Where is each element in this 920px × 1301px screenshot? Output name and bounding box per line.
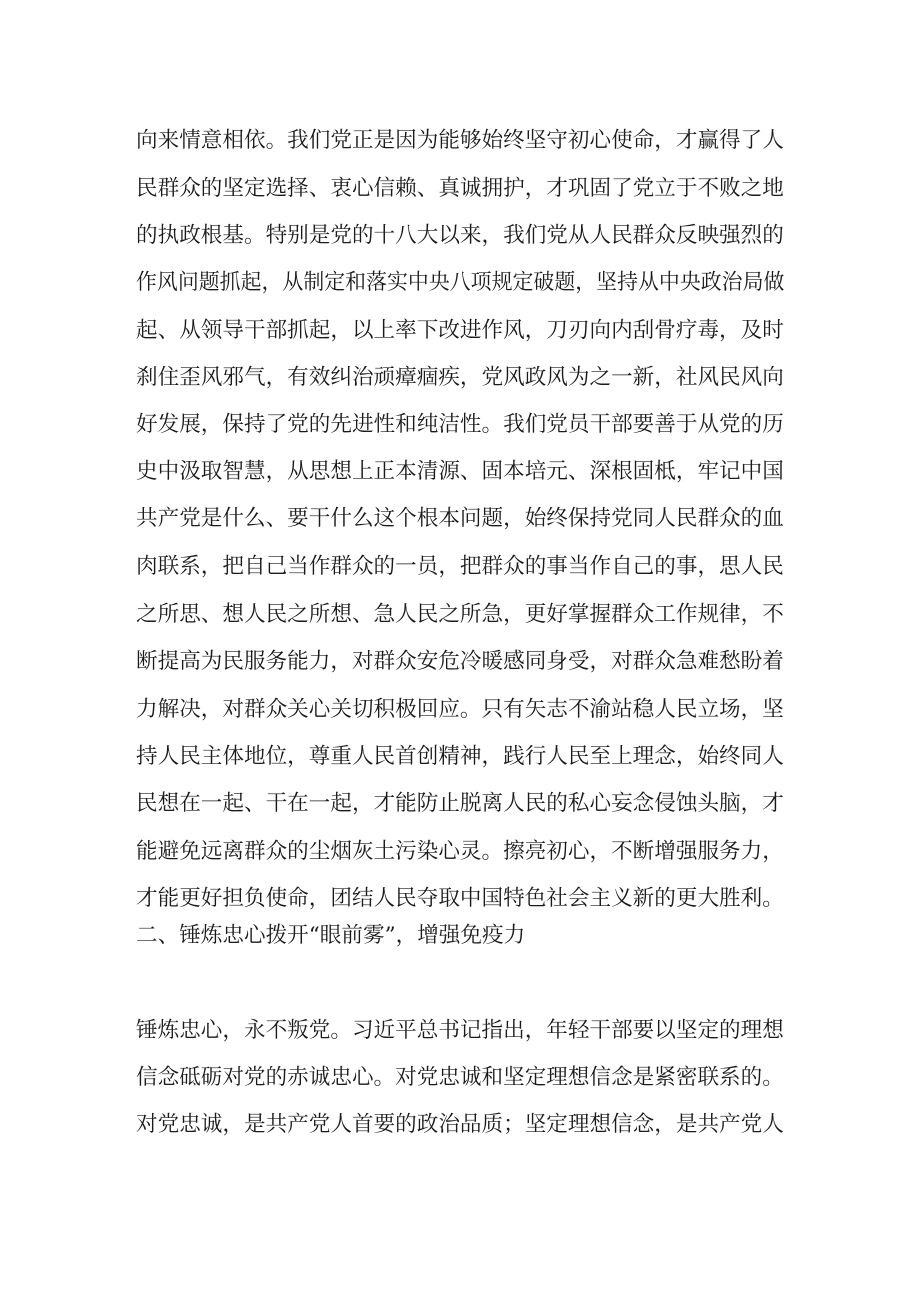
body-text-line: 向来情意相依。我们党正是因为能够始终坚守初心使命，才赢得了人 xyxy=(136,128,784,153)
body-text-line: 起、从领导干部抓起，以上率下改进作风，刀刃向内刮骨疗毒，及时 xyxy=(136,318,784,343)
body-text-line: 史中汲取智慧，从思想上正本清源、固本培元、深根固柢，牢记中国 xyxy=(136,459,784,484)
body-text-line: 力解决，对群众关心关切积极回应。只有矢志不渝站稳人民立场，坚 xyxy=(136,697,784,722)
body-text-line: 锤炼忠心，永不叛党。习近平总书记指出，年轻干部要以坚定的理想 xyxy=(136,1018,784,1043)
body-text-line: 才能更好担负使命，团结人民夺取中国特色社会主义新的更大胜利。 xyxy=(136,886,784,911)
body-text-line: 刹住歪风邪气，有效纠治顽瘴痼疾，党风政风为之一新，社风民风向 xyxy=(136,365,784,390)
body-text-line: 之所思、想人民之所想、急人民之所急，更好掌握群众工作规律，不 xyxy=(136,602,784,627)
body-text-line: 能避免远离群众的尘烟灰土污染心灵。擦亮初心，不断增强服务力， xyxy=(136,839,784,864)
body-text-line: 的执政根基。特别是党的十八大以来，我们党从人民群众反映强烈的 xyxy=(136,223,784,248)
body-text-line: 断提高为民服务能力，对群众安危冷暖感同身受，对群众急难愁盼着 xyxy=(136,649,784,674)
body-text-line: 持人民主体地位，尊重人民首创精神，践行人民至上理念，始终同人 xyxy=(136,744,784,769)
body-text-line: 作风问题抓起，从制定和落实中央八项规定破题，坚持从中央政治局做 xyxy=(136,270,785,295)
section-heading: 二、锤炼忠心拨开“眼前雾”，增强免疫力 xyxy=(136,923,526,948)
body-text-line: 肉联系，把自己当作群众的一员，把群众的事当作自己的事，思人民 xyxy=(136,554,784,579)
body-text-line: 民群众的坚定选择、衷心信赖、真诚拥护，才巩固了党立于不败之地 xyxy=(136,176,784,201)
body-text-line: 信念砥砺对党的赤诚忠心。对党忠诚和坚定理想信念是紧密联系的。 xyxy=(136,1065,784,1090)
body-text-line: 民想在一起、干在一起，才能防止脱离人民的私心妄念侵蚀头脑，才 xyxy=(136,791,784,816)
body-text-line: 好发展，保持了党的先进性和纯洁性。我们党员干部要善于从党的历 xyxy=(136,412,784,437)
body-text-line: 共产党是什么、要干什么这个根本问题，始终保持党同人民群众的血 xyxy=(136,506,784,531)
body-text-line: 对党忠诚，是共产党人首要的政治品质；坚定理想信念，是共产党人 xyxy=(136,1112,784,1137)
